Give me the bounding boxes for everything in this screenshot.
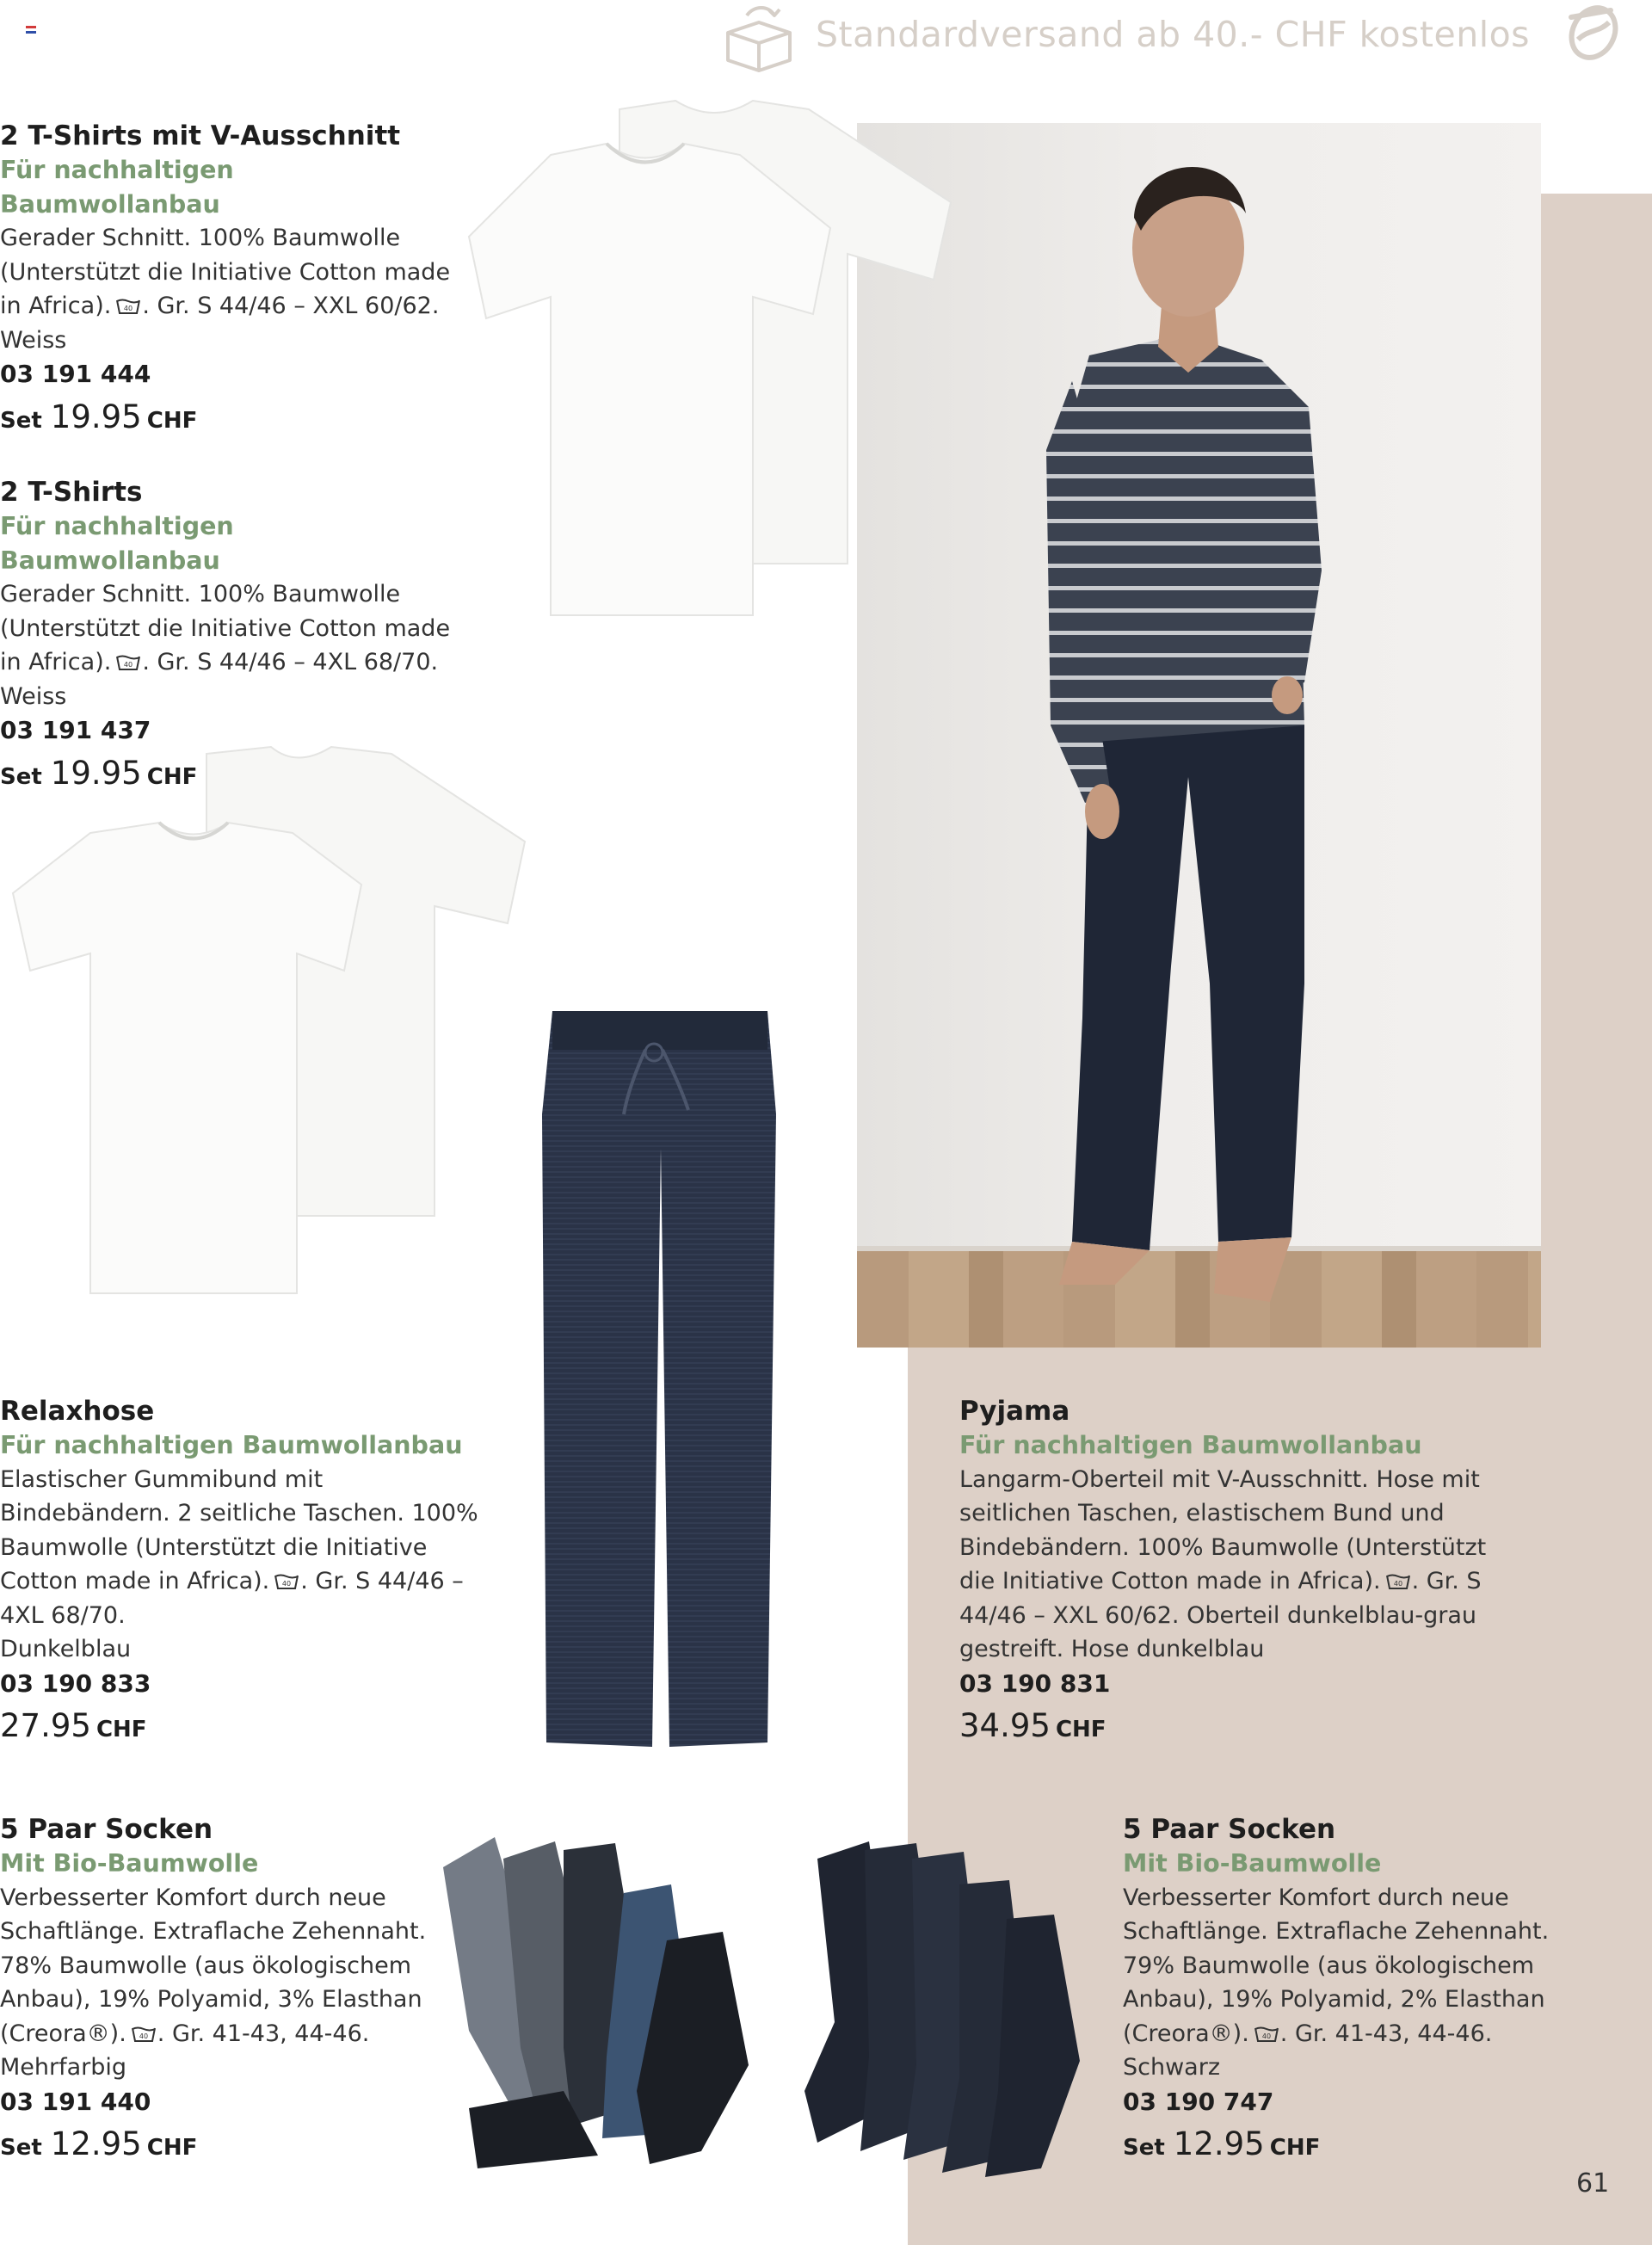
article-number: 03 191 437 bbox=[0, 716, 151, 744]
price-prefix: Set bbox=[1123, 2135, 1165, 2161]
product-price bbox=[0, 2127, 435, 2166]
product-price bbox=[0, 756, 456, 795]
multicolor-socks-image bbox=[443, 1833, 749, 2168]
price-amount: 12.95 bbox=[1173, 2125, 1265, 2162]
wash-40-icon bbox=[1254, 2026, 1279, 2043]
wash-40-icon bbox=[132, 2026, 156, 2043]
svg-text:40: 40 bbox=[124, 661, 133, 669]
product-color: Weiss bbox=[0, 682, 67, 710]
price-prefix: Set bbox=[0, 407, 42, 434]
product-title: 5 Paar Socken bbox=[1123, 1814, 1336, 1845]
product-description: Elastischer Gummibund mit Bindebändern. 2 seitliche Taschen. 100% Baumwolle (Unterstützt die Initiative Cotton made in Africa). 40 . Gr. S 44/46 – 4XL 68/70. bbox=[0, 1465, 478, 1629]
article-number: 03 190 831 bbox=[959, 1668, 1111, 1698]
svg-text:40: 40 bbox=[124, 305, 133, 312]
wash-40-icon bbox=[274, 1573, 299, 1590]
product-vneck-tshirts bbox=[0, 119, 456, 438]
product-color: Mehrfarbig bbox=[0, 2054, 127, 2081]
article-number: 03 191 440 bbox=[0, 2087, 151, 2116]
article-number: 03 190 833 bbox=[0, 1668, 151, 1698]
product-subtitle: Für nachhaltigen Baumwollanbau bbox=[959, 1431, 1422, 1459]
model-photo bbox=[857, 123, 1541, 1348]
product-subtitle: Mit Bio-Baumwolle bbox=[0, 1849, 259, 1878]
product-price bbox=[0, 1709, 495, 1748]
product-relax-pants bbox=[0, 1394, 495, 1748]
product-color: Schwarz bbox=[1123, 2054, 1220, 2081]
product-title: 2 T-Shirts mit V-Ausschnitt bbox=[0, 120, 401, 151]
product-price bbox=[959, 1709, 1493, 1748]
price-amount: 34.95 bbox=[959, 1707, 1051, 1744]
product-color: Weiss bbox=[0, 326, 67, 354]
product-subtitle: Für nachhaltigen Baumwollanbau bbox=[0, 512, 234, 575]
svg-text:40: 40 bbox=[282, 1580, 292, 1588]
product-description: Verbesserter Komfort durch neue Schaftlänge. Extraflache Zehennaht. 78% Baumwolle (aus ökologischem Anbau), 19% Polyamid, 3% Elasthan (Creora®). 40 . Gr. 41-43, 44-46. bbox=[0, 1884, 427, 2047]
product-crewneck-tshirts bbox=[0, 475, 456, 794]
price-currency: CHF bbox=[146, 763, 198, 790]
page-number: 61 bbox=[1576, 2168, 1610, 2199]
price-amount: 19.95 bbox=[50, 754, 142, 792]
price-currency: CHF bbox=[1055, 1717, 1106, 1742]
parcel-box-icon bbox=[721, 0, 797, 76]
svg-text:40: 40 bbox=[1393, 1580, 1402, 1588]
article-number: 03 191 444 bbox=[0, 360, 151, 388]
vneck-tshirts-image bbox=[469, 99, 959, 615]
price-amount: 19.95 bbox=[50, 398, 142, 435]
price-currency: CHF bbox=[146, 2135, 198, 2161]
price-prefix: Set bbox=[0, 763, 42, 790]
product-title: 2 T-Shirts bbox=[0, 477, 143, 508]
price-currency: CHF bbox=[96, 1717, 147, 1742]
product-subtitle: Für nachhaltigen Baumwollanbau bbox=[0, 1431, 463, 1459]
price-amount: 12.95 bbox=[50, 2125, 142, 2162]
product-color: Dunkelblau bbox=[0, 1636, 132, 1662]
product-multicolor-socks bbox=[0, 1812, 435, 2166]
product-price bbox=[1123, 2127, 1557, 2166]
svg-text:40: 40 bbox=[139, 2032, 148, 2040]
product-subtitle: Mit Bio-Baumwolle bbox=[1123, 1849, 1382, 1878]
tchibo-bean-logo bbox=[1559, 2, 1624, 67]
product-description: Langarm-Oberteil mit V-Ausschnitt. Hose mit seitlichen Taschen, elastischem Bund und Bindebändern. 100% Baumwolle (Unterstützt die Initiative Cotton made in Africa). 40 . Gr. S 44/46 – XXL 60/62. Oberteil dunkelblau-grau gestreift. Hose dunkelblau bbox=[959, 1465, 1487, 1662]
product-title: Pyjama bbox=[959, 1396, 1070, 1427]
wash-40-icon bbox=[1386, 1573, 1410, 1590]
product-subtitle: Für nachhaltigen Baumwollanbau bbox=[0, 156, 234, 219]
product-description: Gerader Schnitt. 100% Baumwolle (Unterstützt die Initiative Cotton made in Africa). 40 . Gr. S 44/46 – XXL 60/62. bbox=[0, 225, 451, 319]
price-currency: CHF bbox=[146, 407, 198, 434]
product-description: Verbesserter Komfort durch neue Schaftlänge. Extraflache Zehennaht. 79% Baumwolle (aus ökologischem Anbau), 19% Polyamid, 2% Elasthan (Creora®). 40 . Gr. 41-43, 44-46. bbox=[1123, 1884, 1550, 2047]
crewneck-tshirts-image bbox=[13, 747, 529, 1298]
language-flag-icon[interactable] bbox=[26, 26, 36, 34]
product-title: Relaxhose bbox=[0, 1396, 155, 1427]
relax-pants-image bbox=[542, 1011, 779, 1751]
product-black-socks bbox=[1123, 1812, 1557, 2166]
price-prefix: Set bbox=[0, 2135, 42, 2161]
product-price bbox=[0, 400, 456, 439]
product-pyjama bbox=[959, 1394, 1493, 1748]
wash-40-icon bbox=[116, 654, 140, 671]
product-title: 5 Paar Socken bbox=[0, 1814, 213, 1845]
article-number: 03 190 747 bbox=[1123, 2087, 1274, 2116]
price-amount: 27.95 bbox=[0, 1707, 91, 1744]
price-currency: CHF bbox=[1269, 2135, 1321, 2161]
shipping-banner: Standardversand ab 40.- CHF kostenlos bbox=[816, 14, 1531, 55]
svg-text:40: 40 bbox=[1261, 2032, 1271, 2040]
product-description: Gerader Schnitt. 100% Baumwolle (Unterstützt die Initiative Cotton made in Africa). 40 . Gr. S 44/46 – 4XL 68/70. bbox=[0, 581, 451, 675]
black-socks-image bbox=[796, 1833, 1080, 2177]
wash-40-icon bbox=[116, 298, 140, 315]
